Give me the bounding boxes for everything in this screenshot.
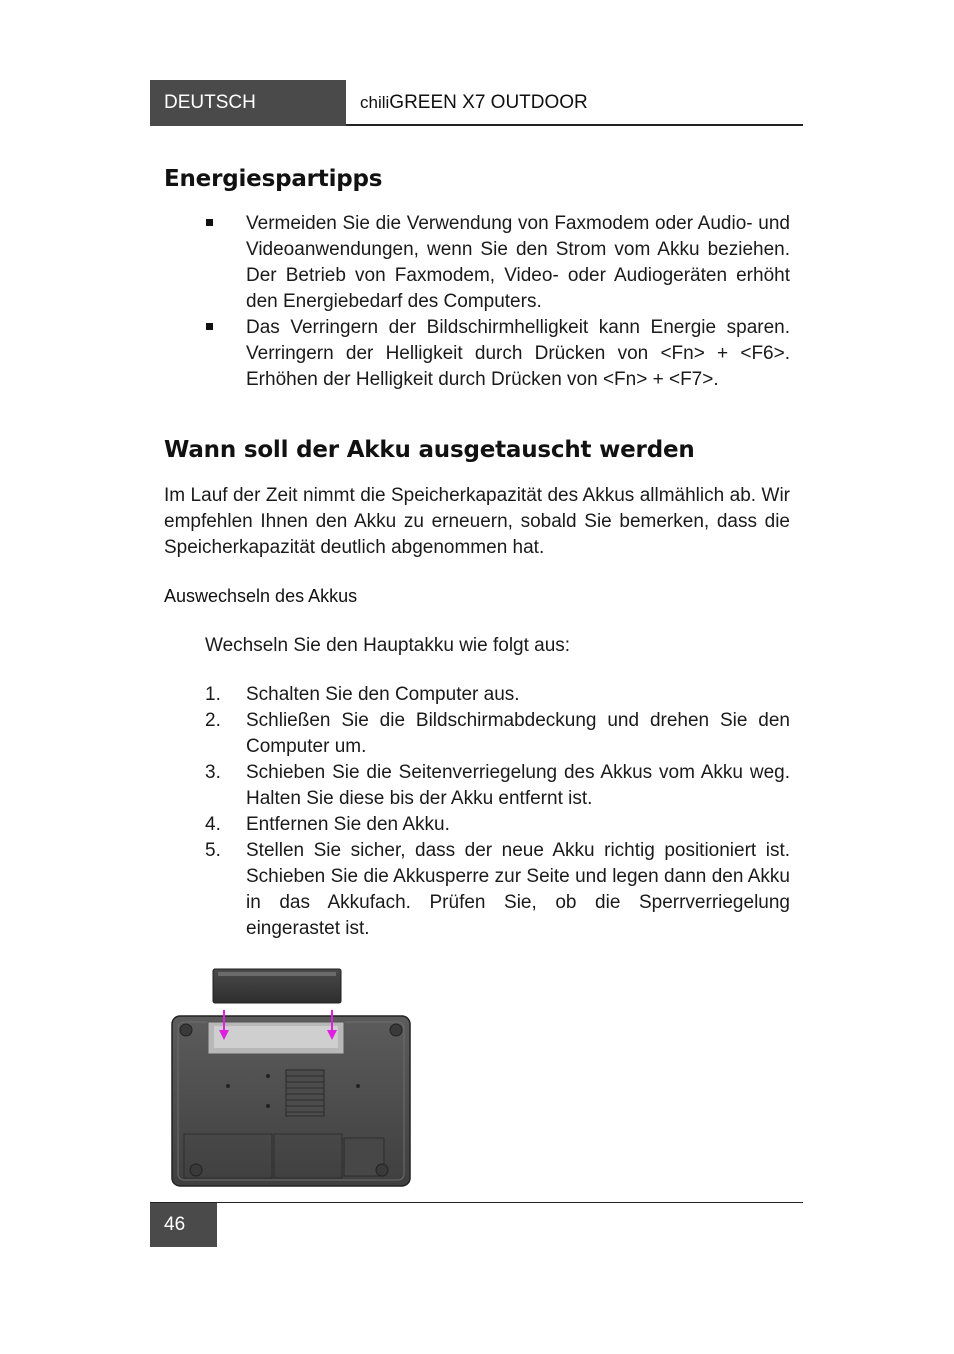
- section-title-energy-tips: Energiespartipps: [164, 166, 383, 192]
- step-number: 4.: [205, 814, 221, 835]
- product-name: GREEN X7 OUTDOOR: [389, 92, 588, 113]
- language-tab: DEUTSCH: [150, 80, 346, 126]
- step-number: 3.: [205, 762, 221, 783]
- footer-rule: [150, 1202, 803, 1203]
- subheading: Auswechseln des Akkus: [164, 586, 358, 606]
- bullet-marker: [206, 323, 213, 330]
- step-number: 1.: [205, 684, 221, 705]
- step-text: Schieben Sie die Seitenverriegelung des Akkus vom Akku weg. Halten Sie diese bis der Akku entfernt ist.: [246, 762, 790, 809]
- page-number: 46: [150, 1203, 217, 1247]
- bullet-item: Vermeiden Sie die Verwendung von Faxmodem oder Audio- und Videoanwendungen, wenn Sie den Strom vom Akku beziehen. Der Betrieb von Faxmodem, Video- oder Audiogeräten erhöht den Energiebedarf des Computers.: [246, 213, 790, 312]
- step-text: Stellen Sie sicher, dass der neue Akku richtig positioniert ist. Schieben Sie die Akkusperre zur Seite und legen dann den Akku in das Akkufach. Prüfen Sie, ob die Sperrverriegelung eingerastet ist.: [246, 840, 790, 939]
- step-number: 2.: [205, 710, 221, 731]
- step-text: Entfernen Sie den Akku.: [246, 814, 450, 835]
- step-number: 5.: [205, 840, 221, 861]
- product-prefix: chili: [360, 93, 390, 112]
- bullet-marker: [206, 219, 213, 226]
- header-rule: [346, 124, 803, 126]
- battery-pack: [213, 969, 341, 1003]
- steps-intro: Wechseln Sie den Hauptakku wie folgt aus:: [205, 635, 571, 656]
- step-text: Schalten Sie den Computer aus.: [246, 684, 520, 705]
- laptop-battery-illustration: [168, 966, 414, 1188]
- section-title-battery-replace: Wann soll der Akku ausgetauscht werden: [164, 437, 695, 463]
- product-title: [360, 80, 588, 126]
- body-paragraph: Im Lauf der Zeit nimmt die Speicherkapazität des Akkus allmählich ab. Wir empfehlen Ihnen den Akku zu erneuern, sobald Sie bemerken, dass die Speicherkapazität deutlich abgenommen hat.: [164, 485, 790, 558]
- bullet-item: Das Verringern der Bildschirmhelligkeit kann Energie sparen. Verringern der Helligkeit durch Drücken von <Fn> + <F6>. Erhöhen der Helligkeit durch Drücken von <Fn> + <F7>.: [246, 317, 790, 390]
- laptop-body: [172, 1016, 410, 1186]
- step-text: Schließen Sie die Bildschirmabdeckung und drehen Sie den Computer um.: [246, 710, 790, 757]
